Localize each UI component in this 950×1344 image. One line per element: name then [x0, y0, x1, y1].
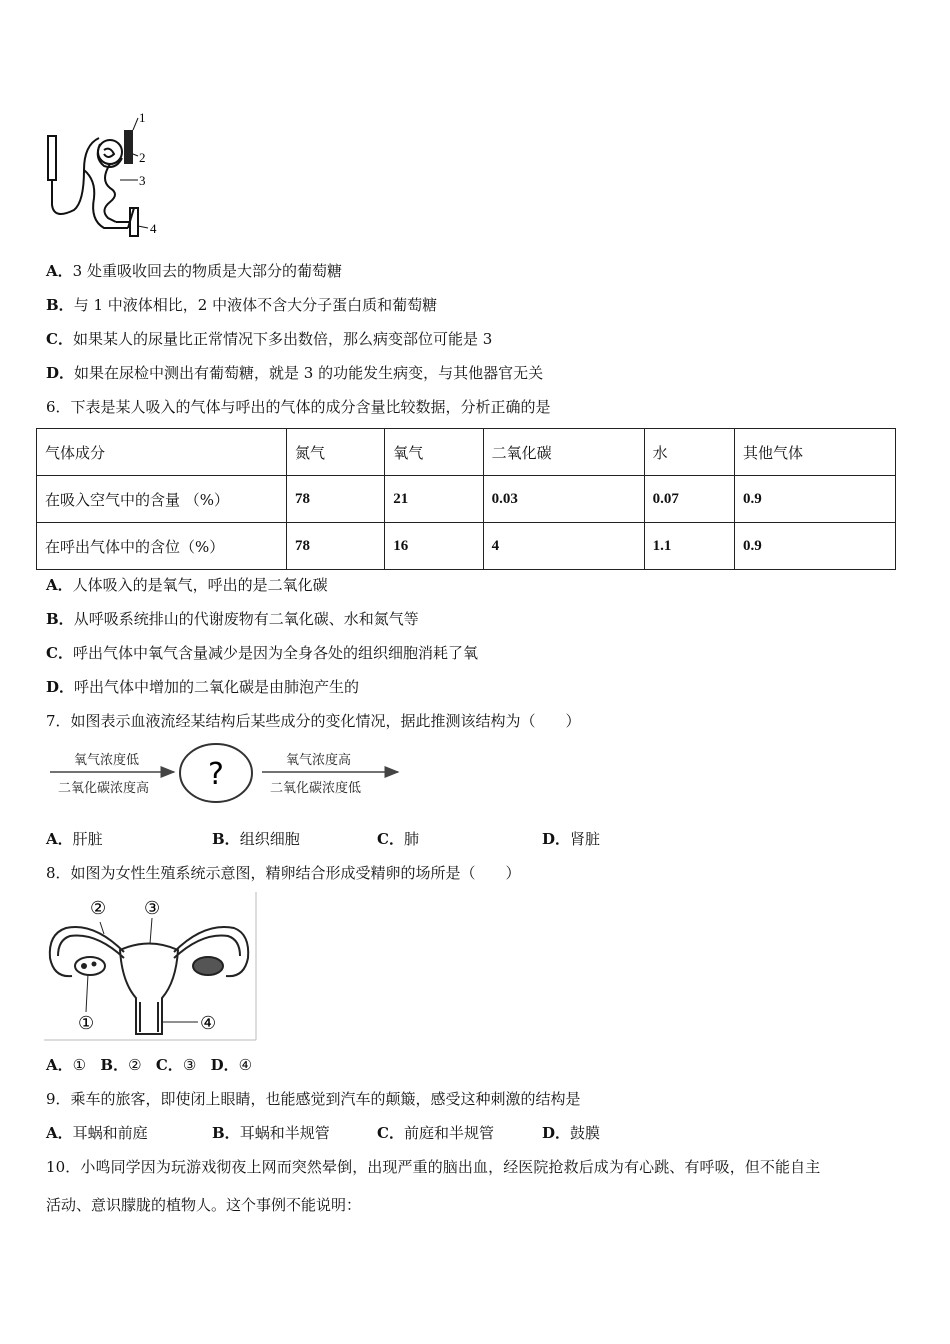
- left-bottom-label: 二氧化碳浓度高: [58, 781, 150, 796]
- option-letter: A．: [46, 576, 73, 594]
- q8-option-c: [156, 1056, 196, 1074]
- female-reproductive-diagram: [44, 892, 258, 1042]
- table-cell: 16: [385, 523, 483, 570]
- table-header-row: [37, 429, 896, 476]
- q7-option-a: [46, 829, 103, 849]
- option-letter: C．: [46, 644, 73, 662]
- figure-label-2: ②: [90, 898, 107, 919]
- option-text: 肝脏: [72, 830, 103, 848]
- q6-option-b: [46, 609, 419, 629]
- table-row: [37, 523, 896, 570]
- table-header-cell: 氮气: [287, 429, 385, 476]
- table-cell: 78: [287, 523, 385, 570]
- q8-option-a: [46, 1056, 86, 1074]
- q8-stem: 8．如图为女性生殖系统示意图，精卵结合形成受精卵的场所是（ ）: [46, 864, 521, 882]
- figure-label-1: 1: [139, 110, 146, 125]
- q9-option-a: [46, 1123, 148, 1143]
- table-header-cell: 氧气: [385, 429, 483, 476]
- option-text: 呼出气体中增加的二氧化碳是由肺泡产生的: [74, 678, 360, 696]
- option-letter: A．: [46, 262, 73, 280]
- option-text: 鼓膜: [570, 1124, 601, 1142]
- gas-composition-table: [36, 428, 896, 570]
- nephron-diagram: [44, 110, 174, 245]
- q5-option-d: [46, 363, 543, 383]
- q6-stem: 6．下表是某人吸入的气体与呼出的气体的成分含量比较数据，分析正确的是: [46, 398, 551, 416]
- option-text: 如果在尿检中测出有葡萄糖，就是 3 的功能发生病变，与其他器官无关: [74, 364, 544, 382]
- option-letter: B．: [212, 1124, 240, 1142]
- option-text: 组织细胞: [239, 830, 300, 848]
- q5-option-c: [46, 329, 492, 349]
- q7-option-d: [542, 829, 600, 849]
- option-text: 前庭和半规管: [403, 1124, 494, 1142]
- option-text: ②: [128, 1056, 142, 1074]
- figure-label-1: ①: [78, 1013, 95, 1034]
- q8-option-d: [211, 1056, 252, 1074]
- q10-stem-line1: 10．小鸣同学因为玩游戏彻夜上网而突然晕倒，出现严重的脑出血，经医院抢救后成为有心跳、有呼吸，但不能自主: [46, 1158, 821, 1176]
- q5-option-a: [46, 261, 342, 281]
- table-cell: 在吸入空气中的含量 （%）: [37, 476, 287, 523]
- option-text: 肺: [403, 830, 419, 848]
- option-letter: A．: [46, 1124, 73, 1142]
- q9-option-c: [377, 1123, 494, 1143]
- table-cell: 78: [287, 476, 385, 523]
- figure-label-3: ③: [144, 898, 161, 919]
- q6-option-c: [46, 643, 478, 663]
- option-text: 从呼吸系统排山的代谢废物有二氧化碳、水和氮气等: [73, 610, 419, 628]
- q9-option-b: [212, 1123, 330, 1143]
- figure-label-4: ④: [200, 1013, 217, 1034]
- q5-option-b: [46, 295, 437, 315]
- q7-option-c: [377, 829, 419, 849]
- table-cell: 0.9: [734, 523, 895, 570]
- figure-label-4: 4: [150, 221, 157, 236]
- q9-option-d: [542, 1123, 600, 1143]
- left-top-label: 氧气浓度低: [74, 753, 140, 768]
- option-letter: C．: [155, 1056, 183, 1074]
- option-letter: D．: [542, 830, 571, 848]
- table-header-cell: 其他气体: [734, 429, 895, 476]
- option-letter: D．: [542, 1124, 571, 1142]
- option-letter: B．: [46, 610, 74, 628]
- option-letter: D．: [210, 1056, 239, 1074]
- q6-option-a: [46, 575, 328, 595]
- right-bottom-label: 二氧化碳浓度低: [270, 781, 362, 796]
- figure-label-2: 2: [139, 150, 146, 165]
- option-text: ③: [182, 1056, 197, 1074]
- table-cell: 0.03: [483, 476, 644, 523]
- option-text: ①: [72, 1056, 87, 1074]
- option-text: 耳蜗和半规管: [239, 1124, 330, 1142]
- option-letter: D．: [46, 364, 75, 382]
- option-text: 呼出气体中氧气含量减少是因为全身各处的组织细胞消耗了氧: [72, 644, 478, 662]
- option-text: 与 1 中液体相比，2 中液体不含大分子蛋白质和葡萄糖: [73, 296, 438, 314]
- q8-options: [46, 1055, 252, 1075]
- table-cell: 0.9: [734, 476, 895, 523]
- option-text: 3 处重吸收回去的物质是大部分的葡萄糖: [72, 262, 342, 280]
- option-letter: A．: [46, 830, 73, 848]
- table-header-cell: 二氧化碳: [483, 429, 644, 476]
- table-cell: 在呼出气体中的含位（%）: [37, 523, 287, 570]
- option-letter: A．: [46, 1056, 73, 1074]
- figure-label-3: 3: [139, 173, 146, 188]
- option-letter: C．: [377, 830, 404, 848]
- q7-stem: 7．如图表示血液流经某结构后某些成分的变化情况，据此推测该结构为（ ）: [46, 712, 581, 730]
- table-row: [37, 476, 896, 523]
- table-cell: 21: [385, 476, 483, 523]
- q9-stem: 9．乘车的旅客，即使闭上眼睛，也能感觉到汽车的颠簸，感受这种刺激的结构是: [46, 1090, 581, 1108]
- q7-option-b: [212, 829, 300, 849]
- table-cell: 4: [483, 523, 644, 570]
- table-cell: 1.1: [644, 523, 734, 570]
- option-text: ④: [238, 1056, 253, 1074]
- table-header-cell: 水: [644, 429, 734, 476]
- option-text: 肾脏: [570, 830, 601, 848]
- option-letter: C．: [46, 330, 73, 348]
- q10-stem-line2: 活动、意识朦胧的植物人。这个事例不能说明：: [46, 1196, 362, 1214]
- option-letter: B．: [46, 296, 74, 314]
- option-letter: D．: [46, 678, 75, 696]
- option-text: 人体吸入的是氧气，呼出的是二氧化碳: [72, 576, 328, 594]
- table-cell: 0.07: [644, 476, 734, 523]
- q8-option-b: [100, 1056, 141, 1074]
- option-letter: B．: [100, 1056, 129, 1074]
- option-letter: C．: [377, 1124, 404, 1142]
- q6-option-d: [46, 677, 359, 697]
- right-top-label: 氧气浓度高: [286, 753, 352, 768]
- option-letter: B．: [212, 830, 240, 848]
- blood-flow-diagram: [46, 740, 406, 808]
- option-text: 如果某人的尿量比正常情况下多出数倍，那么病变部位可能是 3: [72, 330, 493, 348]
- table-header-cell: 气体成分: [37, 429, 287, 476]
- option-text: 耳蜗和前庭: [72, 1124, 148, 1142]
- unknown-structure-mark: ?: [208, 757, 224, 792]
